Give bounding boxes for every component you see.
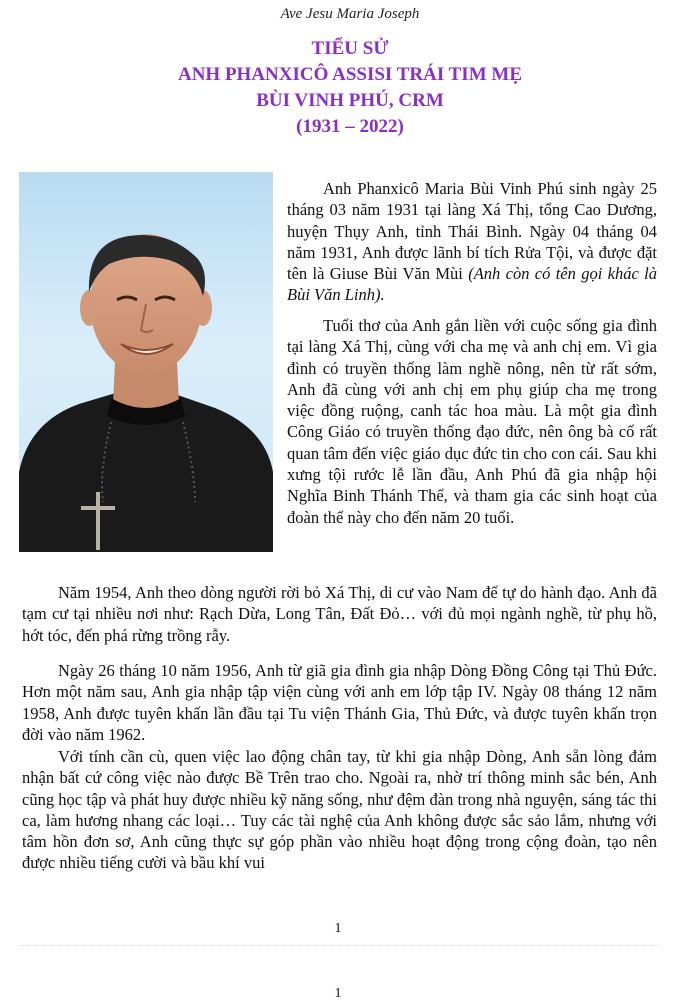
page-number-footer: 1 xyxy=(334,986,342,1001)
paragraph-vocation: Ngày 26 tháng 10 năm 1956, Anh từ giã gia đình gia nhập Dòng Đồng Công tại Thủ Đức. Hơn một năm sau, Anh gia nhập tập viện cùng với anh em lớp tập IV. Ngày 08 tháng 12 năm 1958, Anh được tuyên khấn lần đầu tại Tu viện Thánh Gia, Thủ Đức, và được tuyên khấn trọn đời vào năm 1962. xyxy=(22,661,657,744)
page-divider xyxy=(20,945,660,946)
portrait-photo xyxy=(19,172,273,552)
page-number: 1 xyxy=(334,921,342,936)
title-line-4: (1931 – 2022) xyxy=(296,116,404,137)
paragraph-birth: Anh Phanxicô Maria Bùi Vinh Phú sinh ngày 25 tháng 03 năm 1931 tại làng Xá Thị, tổng Cao Dương, huyện Thụy Anh, tỉnh Thái Bình. Ngày 04 tháng 04 năm 1931, Anh được lãnh bí tích Rửa Tội, và được đặt tên là Giuse Bùi Văn Mùi (Anh còn có tên gọi khác là Bùi Văn Linh). xyxy=(287,179,657,305)
header-motto: Ave Jesu Maria Joseph xyxy=(280,6,420,22)
paragraph-service: Với tính cần cù, quen việc lao động chân tay, từ khi gia nhập Dòng, Anh sẵn lòng đảm nhận bất cứ công việc nào được Bề Trên trao cho. Ngoài ra, nhờ trí thông minh sắc bén, Anh cũng học tập và phát huy được nhiều kỹ năng sống, như đệm đàn trong nhà nguyện, sáng tác thi ca, làm hương nhang các loại… Tuy các tài nghệ của Anh không được sắc sảo lắm, nhưng với tâm hồn đơn sơ, Anh cũng thực sự góp phần vào nhiều hoạt động trong cộng đoàn, tạo nên được nhiều tiếng cười và bầu khí vui xyxy=(22,747,657,873)
title-line-2: ANH PHANXICÔ ASSISI TRÁI TIM MẸ xyxy=(177,64,522,85)
title-line-1: TIỂU SỬ xyxy=(311,38,389,59)
biography-title xyxy=(0,36,700,140)
paragraph-childhood: Tuổi thơ của Anh gắn liền với cuộc sống gia đình tại làng Xá Thị, cùng với cha mẹ và anh chị em. Vì gia đình có truyền thống làm nghề nông, nên từ rất sớm, Anh đã cùng với anh chị em phụ giúp cha mẹ trong việc đồng ruộng, canh tác hoa màu. Là một gia đình Công Giáo có truyền thống đạo đức, nên ông bà cố rất quan tâm đến việc giáo dục đức tin cho con cái. Sau khi xưng tội rước lễ lần đầu, Anh Phú đã gia nhập hội Nghĩa Binh Thánh Thể, và tham gia các sinh hoạt của đoàn thể này cho đến năm 20 tuổi. xyxy=(287,316,657,527)
title-line-3: BÙI VINH PHÚ, CRM xyxy=(256,90,444,111)
paragraph-migration: Năm 1954, Anh theo dòng người rời bỏ Xá Thị, di cư vào Nam để tự do hành đạo. Anh đã tạm cư tại nhiều nơi như: Rạch Dừa, Long Tân, Đất Đỏ… với đủ mọi ngành nghề, từ phụ hồ, hớt tóc, đến phá rừng trồng rẫy. xyxy=(22,583,657,645)
